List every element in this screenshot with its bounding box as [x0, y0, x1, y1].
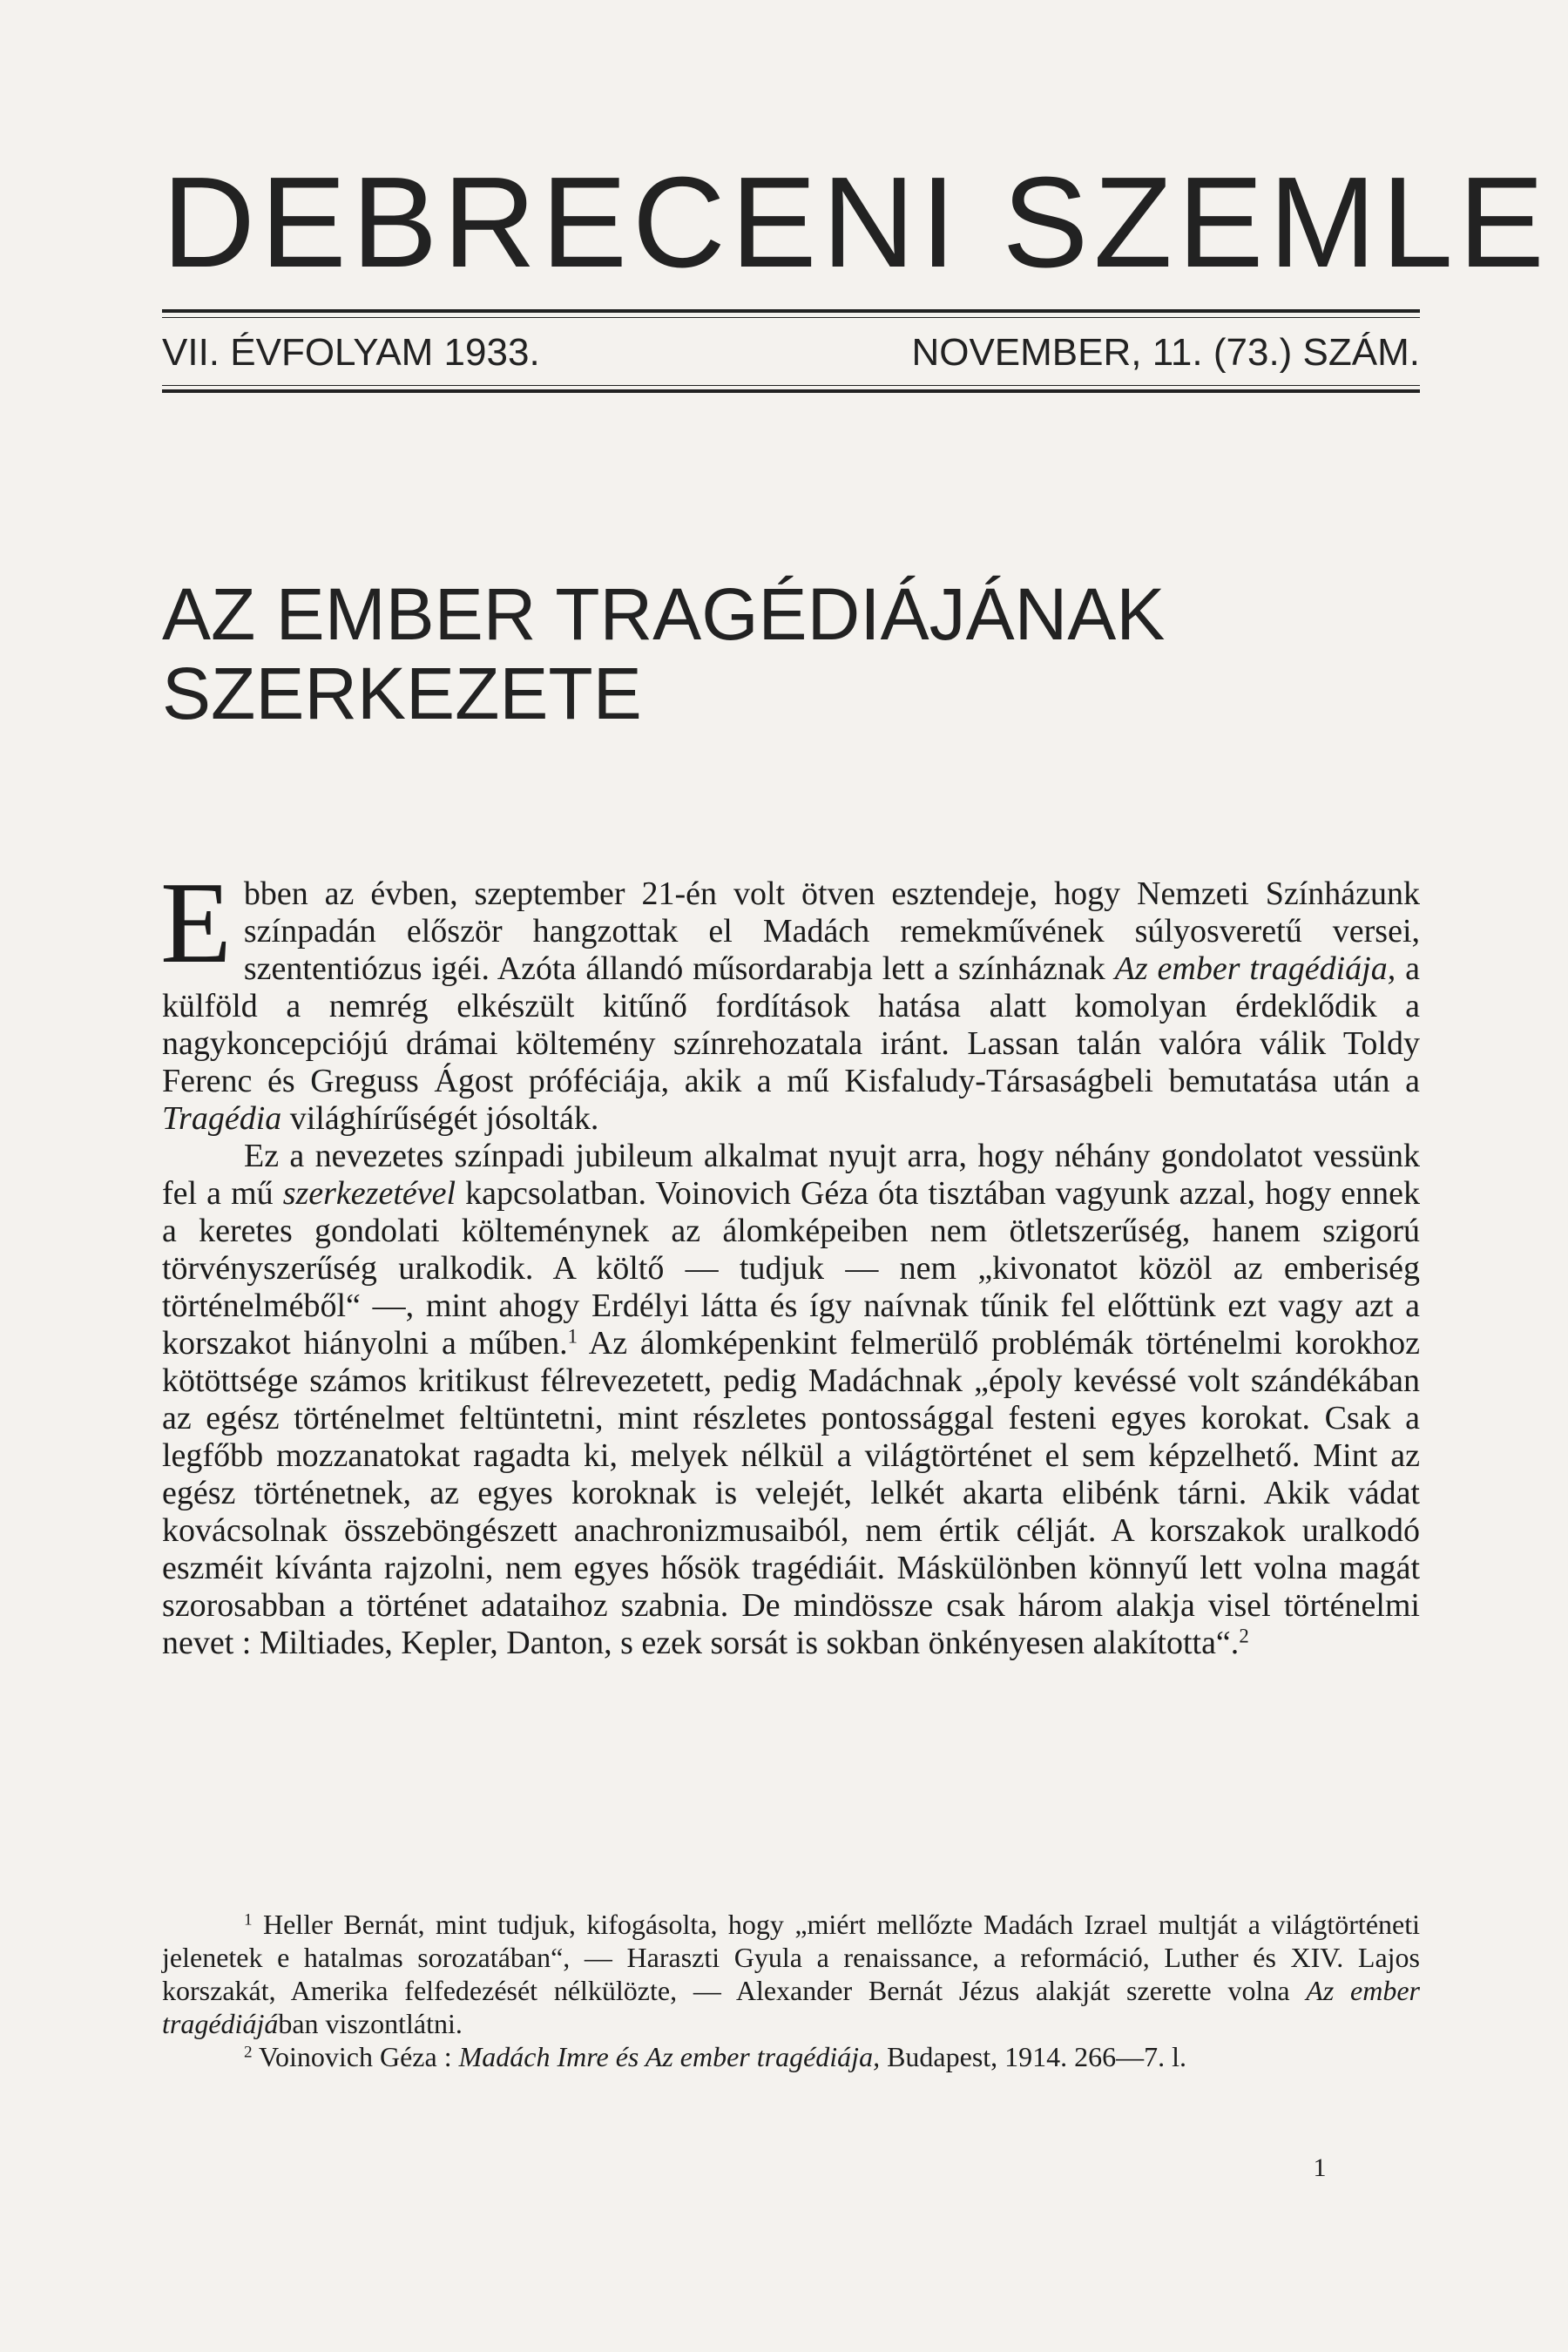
paragraph-1: Ebben az évben, szeptember 21-én volt ötven esztendeje, hogy Nemzeti Színházunk színpadán először hangzottak el Madách remekművének súlyosveretű versei, szententiózus igéi. Azóta állandó műsordarabja lett a színháznak Az ember tragédiája, a külföld a nemrég elkészült kitűnő fordítások hatása alatt komolyan érdeklődik a nagykoncepciójú drámai költemény színrehozatala iránt. Lassan talán valóra válik Toldy Ferenc és Greguss Ágost próféciája, akik a mű Kisfaludy-Társaságbeli bemutatása után a Tragédia világhírűségét jósolták. [160, 858, 1420, 1137]
masthead-title: DEBRECENI SZEMLE [162, 151, 1550, 294]
footnote-ref-2: 2 [1239, 1625, 1249, 1647]
masthead-rule-bottom-thin [162, 385, 1420, 386]
masthead-rule-top [162, 309, 1420, 313]
page-number: 1 [1313, 2153, 1327, 2182]
footnote-2: $^2$ Voinovich Géza : Madách Imre és Az ember tragédiája, Budapest, 1914. 266—7. l. [244, 2041, 1187, 2072]
article-title-line-2: SZERKEZETE [162, 652, 642, 734]
article-body [160, 858, 1421, 1662]
volume-label: VII. ÉVFOLYAM 1933. [162, 331, 540, 374]
drop-cap: E [160, 858, 232, 987]
work-title: Az ember tragédiája, [1114, 950, 1396, 987]
work-title: Tragédia [162, 1100, 282, 1137]
work-title: Madách Imre és Az ember tragédiája, [458, 2041, 881, 2072]
masthead-rule-top-thin [162, 317, 1420, 318]
footnote-number: 1 [244, 1910, 253, 1930]
paragraph-2: Ez a nevezetes színpadi jubileum alkalmat nyujt arra, hogy néhány gondolatot vessünk fel a mű szerkezetével kapcsolatban. Voinovich Géza óta tisztában vagyunk azzal, hogy ennek a keretes gondolati költeménynek az álomképeiben nem ötletszerűség, hanem szigorú törvényszerűség uralkodik. A költő — tudjuk — nem „kivonatot közöl az emberiség történelméből“ —, mint ahogy Erdélyi látta és így naívnak tűnik fel előttünk ezt vagy azt a korszakot hiányolni a műben.$^1$ Az álomképenkint felmerülő problémák történelmi korokhoz kötöttsége számos kritikust félrevezetett, pedig Madáchnak „époly kevéssé volt szándékában az egész történelmet feltüntetni, mint részletes pontossággal festeni egyes korokat. Csak a legfőbb mozzanatokat ragadta ki, melyek nélkül a világtörténet el sem képzelhető. Mint az egész történetnek, az egyes koroknak is velejét, lelkét akarta elibénk tárni. Akik vádat kovácsolnak összeböngészett anachronizmusaiból, nem értik célját. A korszakok uralkodó eszméit kívánta rajzolni, nem egyes hősök tragédiáit. Máskülönben könnyű lett volna magát szorosabban a történet adataihoz szabnia. De mindössze csak három alakja visel történelmi nevet : Miltiades, Kepler, Danton, s ezek sorsát is sokban önkényesen alakította“.$^2$ [162, 1138, 1421, 1661]
article-title-line-1: AZ EMBER TRAGÉDIÁJÁNAK [162, 573, 1166, 655]
work-title: Az ember tragédiájá [162, 1975, 1420, 2039]
issue-label: NOVEMBER, 11. (73.) SZÁM. [911, 331, 1420, 374]
footnotes [162, 1908, 1420, 2073]
footnote-1: $^1$ Heller Bernát, mint tudjuk, kifogásolta, hogy „miért mellőzte Madách Izrael multját a világtörténeti jelenetek e hatalmas sorozatában“, — Haraszti Gyula a renaissance, a reformáció, Luther és XIV. Lajos korszakát, Amerika felfedezését nélkülözte, — Alexander Bernát Jézus alakját szerette volna Az ember tragédiájában viszontlátni. [162, 1909, 1420, 2039]
footnote-number: 2 [244, 2043, 253, 2062]
footnote-ref-1: 1 [567, 1325, 578, 1348]
emphasis: szerkezetével [282, 1175, 456, 1212]
masthead-rule-bottom [162, 389, 1420, 393]
issue-info-row [162, 331, 1420, 374]
article-title [162, 575, 1420, 733]
